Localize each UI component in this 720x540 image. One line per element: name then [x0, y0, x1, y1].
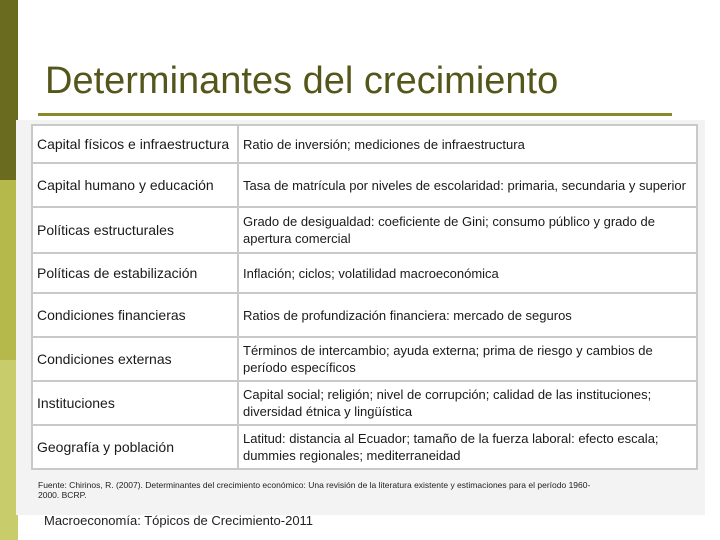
category-cell: Geografía y población — [32, 425, 238, 469]
table-row — [32, 293, 697, 337]
indicator-cell: Grado de desigualdad: coeficiente de Gini; consumo público y grado de apertura comercial — [238, 207, 697, 253]
title-underline — [38, 113, 672, 116]
table-row — [32, 337, 697, 381]
slide-footer: Macroeconomía: Tópicos de Crecimiento-2011 — [44, 513, 314, 528]
source-citation: Fuente: Chirinos, R. (2007). Determinantes del crecimiento económico: Una revisión de la literatura existente y estimaciones para el período 1960-2000. BCRP. — [38, 480, 591, 500]
category-cell: Capital humano y educación — [32, 163, 238, 207]
category-cell: Condiciones externas — [32, 337, 238, 381]
indicator-cell: Latitud: distancia al Ecuador; tamaño de la fuerza laboral: efecto escala; dummies regionales; mediterraneidad — [238, 425, 697, 469]
table-row — [32, 381, 697, 425]
table-row — [32, 207, 697, 253]
indicator-cell: Inflación; ciclos; volatilidad macroeconómica — [238, 253, 697, 293]
indicator-cell: Capital social; religión; nivel de corrupción; calidad de las instituciones; diversidad étnica y lingüística — [238, 381, 697, 425]
category-cell: Condiciones financieras — [32, 293, 238, 337]
category-cell: Políticas de estabilización — [32, 253, 238, 293]
indicator-cell: Tasa de matrícula por niveles de escolaridad: primaria, secundaria y superior — [238, 163, 697, 207]
category-cell: Instituciones — [32, 381, 238, 425]
table-row — [32, 163, 697, 207]
table-row — [32, 253, 697, 293]
table-row — [32, 125, 697, 163]
indicator-cell: Ratios de profundización financiera: mercado de seguros — [238, 293, 697, 337]
indicator-cell: Términos de intercambio; ayuda externa; prima de riesgo y cambios de período específicos — [238, 337, 697, 381]
determinants-table — [31, 124, 698, 470]
indicator-cell: Ratio de inversión; mediciones de infraestructura — [238, 125, 697, 163]
slide-title: Determinantes del crecimiento — [45, 60, 559, 102]
category-cell: Capital físicos e infraestructura — [32, 125, 238, 163]
table-row — [32, 425, 697, 469]
category-cell: Políticas estructurales — [32, 207, 238, 253]
